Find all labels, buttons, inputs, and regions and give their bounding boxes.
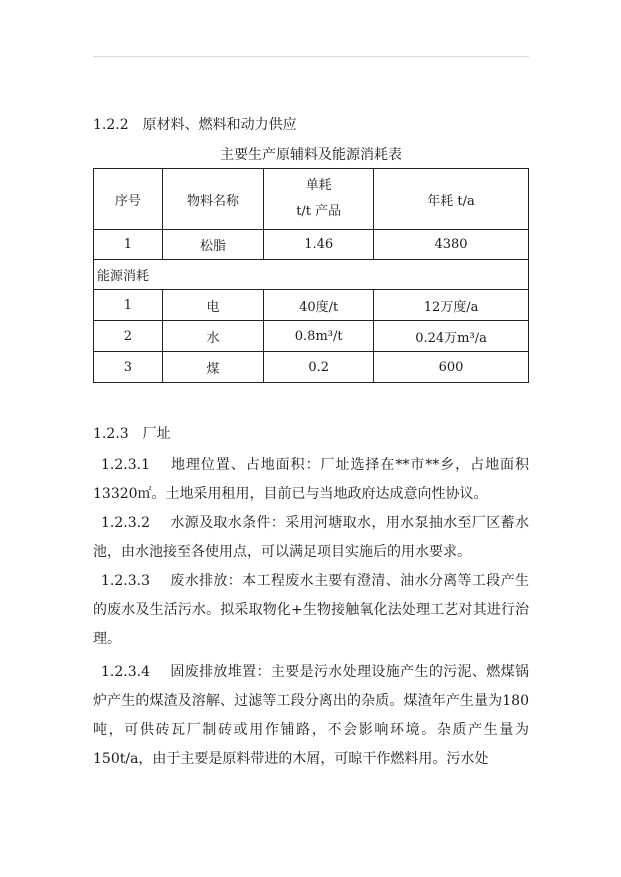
paragraph-1-2-3-2 <box>93 509 529 567</box>
cell-no: 3 <box>94 352 163 383</box>
paragraph-text: 废水排放：本工程废水主要有澄清、油水分离等工段产生的废水及生活污水。拟采取物化+生物接触氧化法处理工艺对其进行治理。 <box>93 573 529 647</box>
table-row <box>94 352 529 383</box>
cell-annual: 600 <box>374 352 529 383</box>
header-annual: 年耗 t/a <box>374 169 529 230</box>
section-number: 1.2.3 <box>93 426 129 442</box>
table-row <box>94 230 529 260</box>
energy-section-label: 能源消耗 <box>94 260 529 290</box>
energy-section-row <box>94 260 529 290</box>
paragraph-number: 1.2.3.2 <box>101 515 150 531</box>
cell-no: 1 <box>94 230 163 260</box>
paragraph-1-2-3-4 <box>93 658 529 774</box>
table-header-row <box>94 169 529 230</box>
header-unit-line1: 单耗 <box>305 178 332 193</box>
cell-unit: 40度/t <box>264 290 374 321</box>
section-title: 原材料、燃料和动力供应 <box>142 117 297 133</box>
header-unit-line2: t/t 产品 <box>296 204 342 219</box>
cell-name: 水 <box>162 321 264 352</box>
cell-name: 电 <box>162 290 264 321</box>
cell-annual: 12万度/a <box>374 290 529 321</box>
paragraph-text: 固废排放堆置：主要是污水处理设施产生的污泥、燃煤锅炉产生的煤渣及溶解、过滤等工段分离出的杂质。煤渣年产生量为180吨，可供砖瓦厂制砖或用作铺路，不会影响环境。杂质产生量为150t/a，由于主要是原料带进的木屑，可晾干作燃料用。污水处 <box>93 664 529 767</box>
materials-energy-table <box>93 168 529 383</box>
cell-annual: 4380 <box>374 230 529 260</box>
paragraph-number: 1.2.3.1 <box>101 457 150 473</box>
table-row <box>94 321 529 352</box>
header-unit <box>264 169 374 230</box>
paragraph-number: 1.2.3.4 <box>101 664 150 680</box>
cell-no: 1 <box>94 290 163 321</box>
section-heading-1-2-2 <box>93 115 297 135</box>
paragraph-1-2-3-1 <box>93 451 529 509</box>
paragraph-1-2-3-3 <box>93 567 529 654</box>
header-name: 物料名称 <box>162 169 264 230</box>
cell-annual: 0.24万m³/a <box>374 321 529 352</box>
cell-unit: 0.2 <box>264 352 374 383</box>
header-no: 序号 <box>94 169 163 230</box>
cell-name: 煤 <box>162 352 264 383</box>
section-number: 1.2.2 <box>93 117 129 133</box>
paragraph-text: 水源及取水条件：采用河塘取水，用水泵抽水至厂区蓄水池，由水池接至各使用点，可以满足项目实施后的用水要求。 <box>93 515 529 560</box>
table-row <box>94 290 529 321</box>
cell-unit: 0.8m³/t <box>264 321 374 352</box>
page-header-rule <box>93 56 529 57</box>
cell-name: 松脂 <box>162 230 264 260</box>
cell-no: 2 <box>94 321 163 352</box>
paragraph-text: 地理位置、占地面积：厂址选择在**市**乡，占地面积13320㎡。土地采用租用，目前已与当地政府达成意向性协议。 <box>93 457 529 502</box>
cell-unit: 1.46 <box>264 230 374 260</box>
table-title: 主要生产原辅料及能源消耗表 <box>220 147 402 163</box>
paragraph-number: 1.2.3.3 <box>101 573 150 589</box>
section-heading-1-2-3 <box>93 424 171 444</box>
section-title: 厂址 <box>142 426 171 442</box>
